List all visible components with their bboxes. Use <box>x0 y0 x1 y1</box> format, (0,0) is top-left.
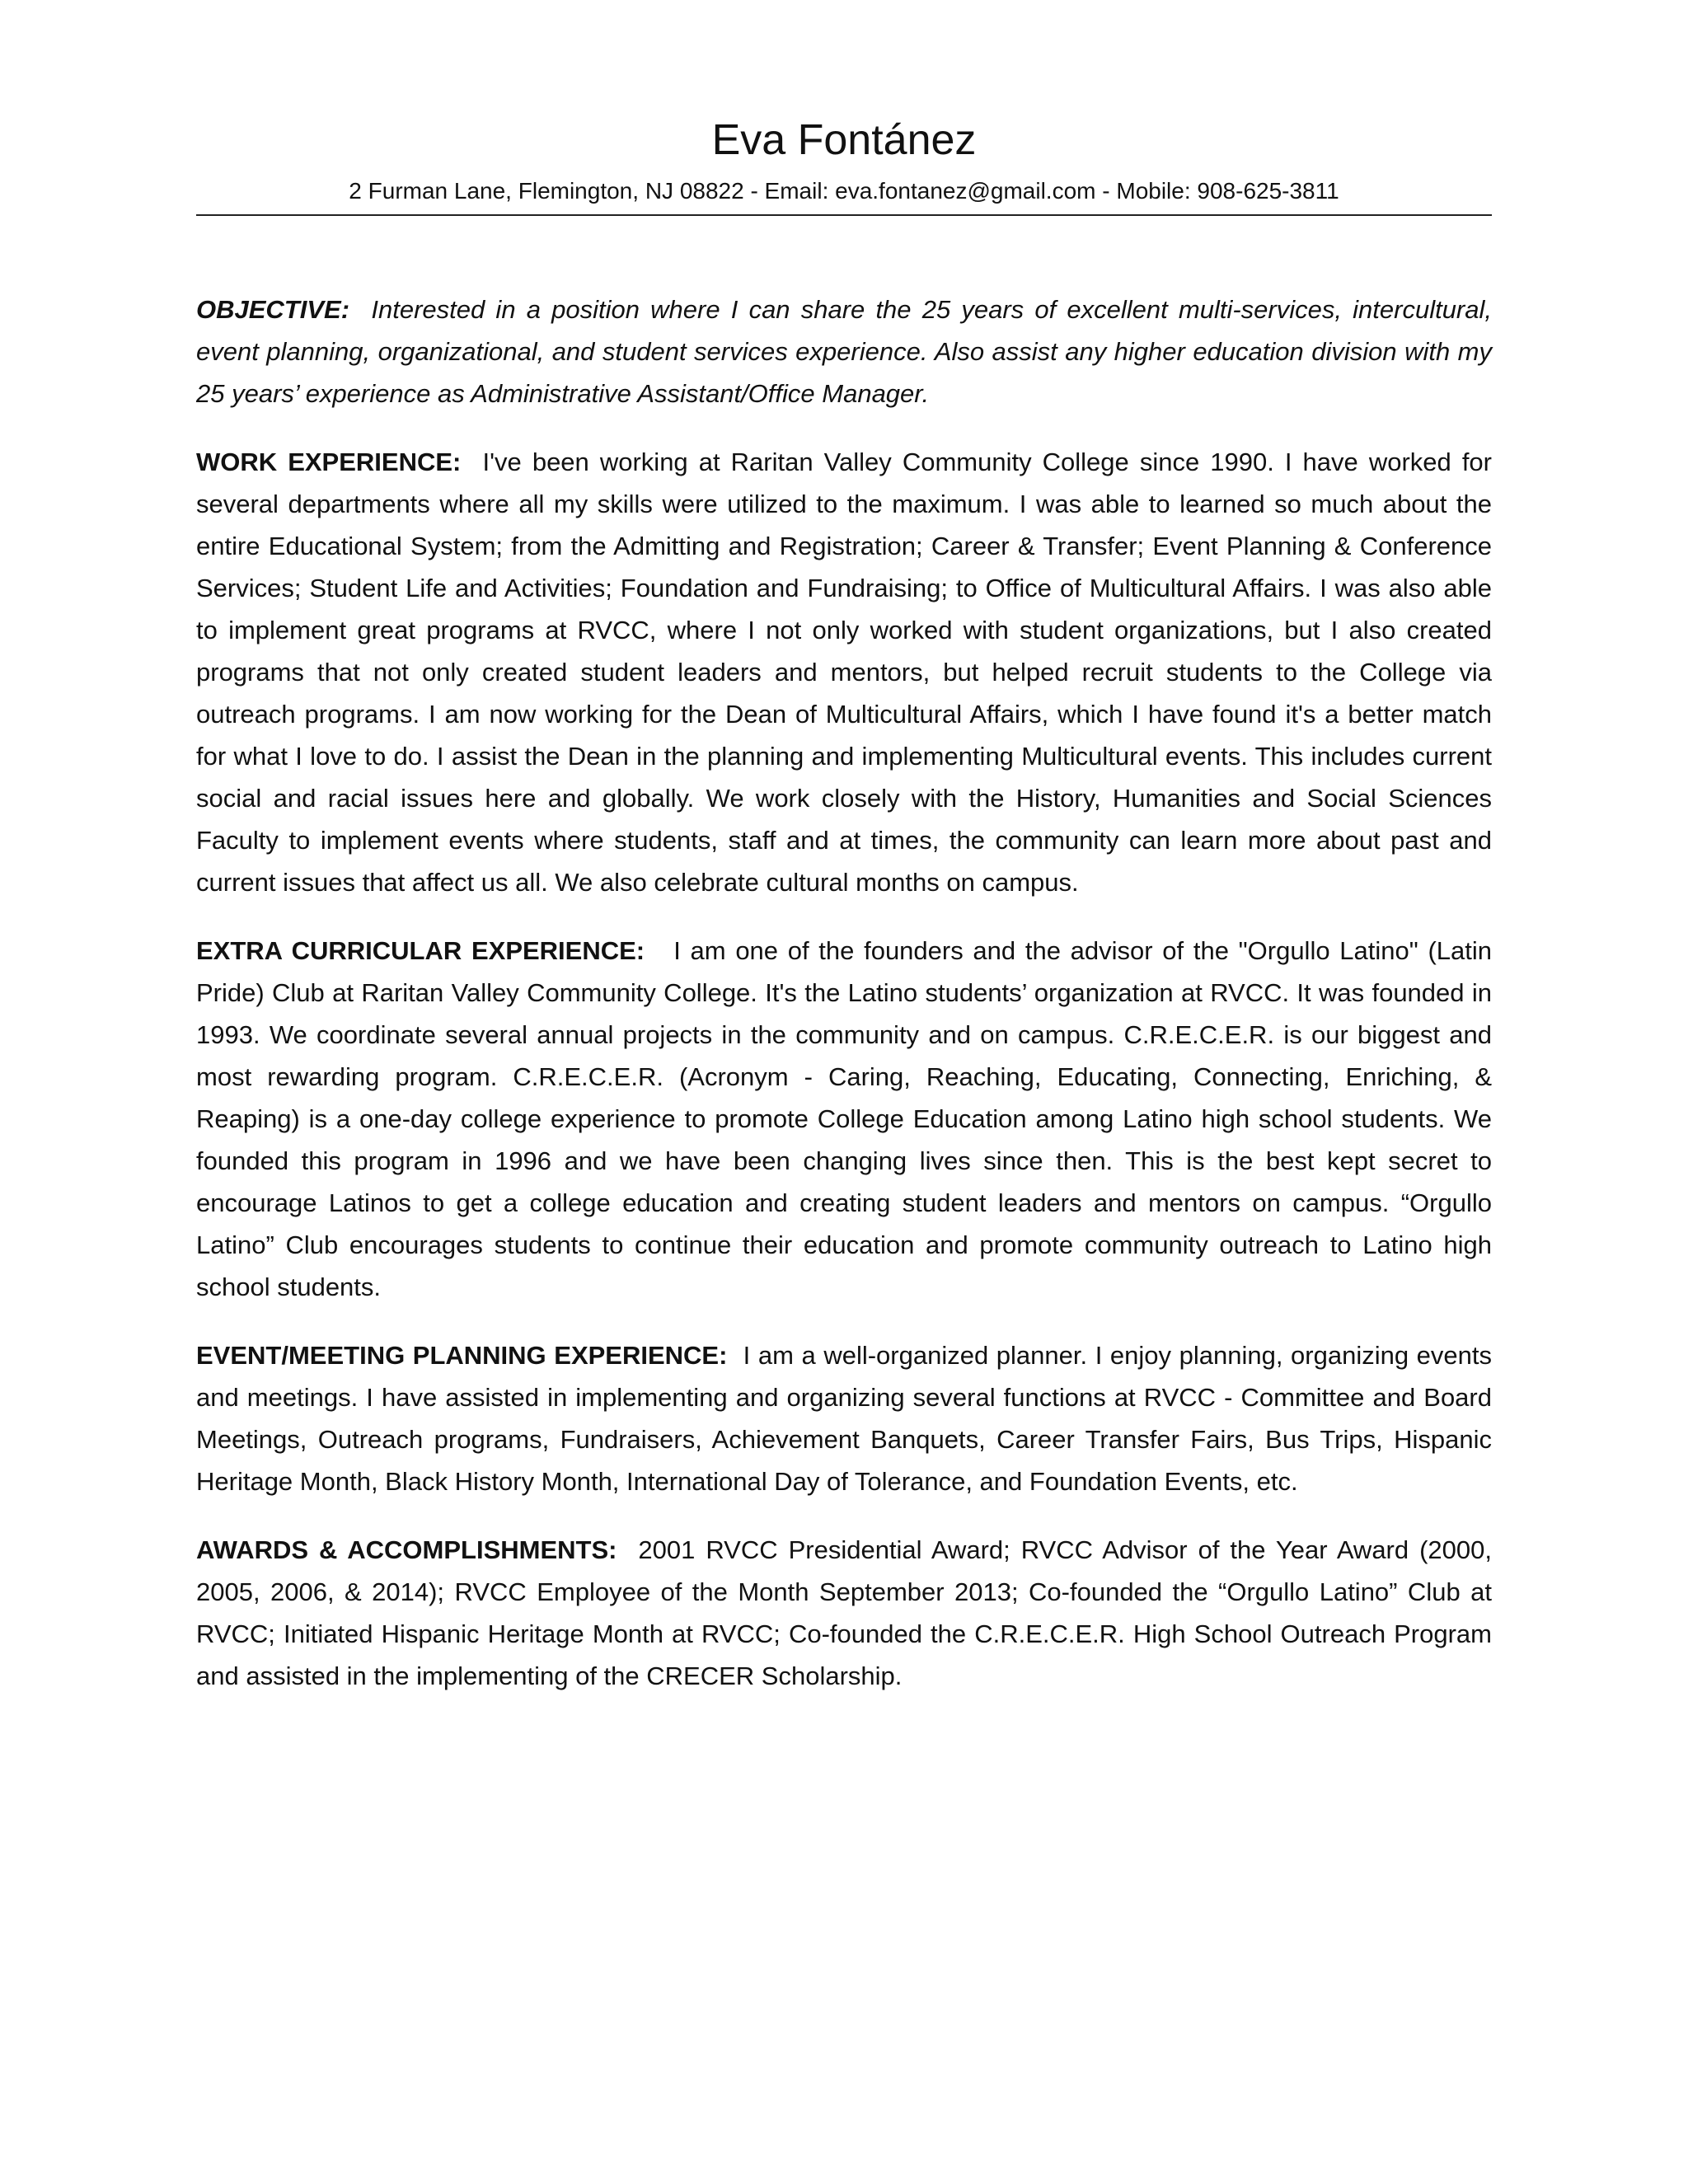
event-planning-text: I am a well-organized planner. I enjoy planning, organizing events and meetings. I have assisted in implementing and organizing several functions at RVCC - Committee and Board Meetings, Outreach programs, Fundraisers, Achievement Banquets, Career Transfer Fairs, Bus Trips, Hispanic Heritage Month, Black History Month, International Day of Tolerance, and Foundation Events, etc. <box>196 1341 1493 1496</box>
event-planning-label: EVENT/MEETING PLANNING EXPERIENCE: <box>196 1341 728 1370</box>
resume-page <box>196 0 1492 1697</box>
objective-text: Interested in a position where I can share the 25 years of excellent multi-services, intercultural, event planning, organizational, and student services experience. Also assist any higher education division with my 25 years’ experience as Administrative Assistant/Office Manager. <box>196 295 1493 408</box>
objective-section <box>196 288 1492 415</box>
applicant-name: Eva Fontánez <box>711 116 977 164</box>
contact-line: 2 Furman Lane, Flemington, NJ 08822 - Email: eva.fontanez@gmail.com - Mobile: 908-625-3811 <box>349 178 1339 204</box>
objective-label: OBJECTIVE: <box>196 295 350 324</box>
work-experience-label: WORK EXPERIENCE: <box>196 448 462 476</box>
work-experience-text: I've been working at Raritan Valley Community College since 1990. I have worked for several departments where all my skills were utilized to the maximum. I was able to learned so much about the entire Educational System; from the Admitting and Registration; Career & Transfer; Event Planning & Conference Services; Student Life and Activities; Foundation and Fundraising; to Office of Multicultural Affairs. I was also able to implement great programs at RVCC, where I not only worked with student organizations, but I also created programs that not only created student leaders and mentors, but helped recruit students to the College via outreach programs. I am now working for the Dean of Multicultural Affairs, which I have found it's a better match for what I love to do. I assist the Dean in the planning and implementing Multicultural events. This includes current social and racial issues here and globally. We work closely with the History, Humanities and Social Sciences Faculty to implement events where students, staff and at times, the community can learn more about past and current issues that affect us all. We also celebrate cultural months on campus. <box>196 448 1492 897</box>
extra-curricular-label: EXTRA CURRICULAR EXPERIENCE: <box>196 936 645 965</box>
resume-header <box>196 0 1492 216</box>
work-experience-section <box>196 441 1492 903</box>
awards-section <box>196 1529 1492 1697</box>
extra-curricular-section <box>196 930 1492 1308</box>
event-planning-section <box>196 1334 1492 1502</box>
awards-text: 2001 RVCC Presidential Award; RVCC Advisor of the Year Award (2000, 2005, 2006, & 2014); RVCC Employee of the Month September 2013; Co-founded the “Orgullo Latino” Club at RVCC; Initiated Hispanic Heritage Month at RVCC; Co-founded the C.R.E.C.E.R. High School Outreach Program and assisted in the implementing of the CRECER Scholarship. <box>196 1535 1492 1690</box>
extra-curricular-text: I am one of the founders and the advisor of the "Orgullo Latino" (Latin Pride) Club at Raritan Valley Community College. It's the Latino students’ organization at RVCC. It was founded in 1993. We coordinate several annual projects in the community and on campus. C.R.E.C.E.R. is our biggest and most rewarding program. C.R.E.C.E.R. (Acronym - Caring, Reaching, Educating, Connecting, Enriching, & Reaping) is a one-day college experience to promote College Education among Latino high school students. We founded this program in 1996 and we have been changing lives since then. This is the best kept secret to encourage Latinos to get a college education and creating student leaders and mentors on campus. “Orgullo Latino” Club encourages students to continue their education and promote community outreach to Latino high school students. <box>196 936 1492 1301</box>
awards-label: AWARDS & ACCOMPLISHMENTS: <box>196 1535 617 1564</box>
